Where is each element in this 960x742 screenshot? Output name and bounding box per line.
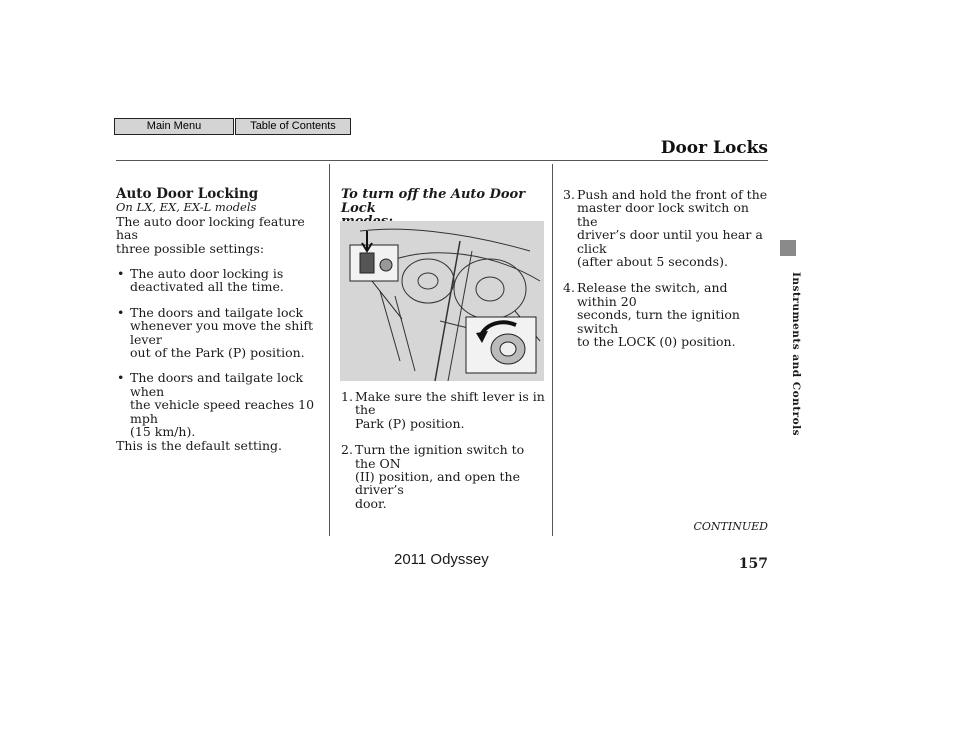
model-year-label: 2011 Odyssey — [394, 551, 489, 568]
page-title: Door Locks — [660, 138, 768, 158]
step-line: (II) position, and open the driver’s — [355, 469, 520, 498]
bullet-line: The auto door locking is — [130, 266, 284, 282]
section-tab-marker — [780, 240, 796, 256]
table-of-contents-button[interactable]: Table of Contents — [235, 118, 351, 135]
model-applicability: On LX, EX, EX-L models — [116, 200, 257, 215]
step-line: Turn the ignition switch to the ON — [355, 442, 525, 471]
bullet-line: The doors and tailgate lock when — [130, 370, 304, 399]
procedure-step — [341, 390, 547, 430]
setting-bullet — [116, 267, 326, 294]
step-number: 2. — [341, 442, 353, 458]
intro-line: The auto door locking feature has — [116, 213, 305, 243]
step-line: seconds, turn the ignition switch — [577, 307, 740, 336]
left-column — [116, 188, 326, 452]
setting-bullet — [116, 371, 326, 438]
continued-note: CONTINUED — [693, 520, 768, 533]
procedure-step — [563, 281, 768, 348]
setting-bullet — [116, 306, 326, 360]
bullet-line: (15 km/h). — [130, 424, 196, 440]
header-divider — [116, 160, 768, 161]
bullet-line: The doors and tailgate lock — [130, 304, 304, 320]
middle-steps — [341, 390, 547, 510]
step-number: 4. — [563, 280, 575, 296]
column-divider-right — [552, 164, 553, 536]
bullet-line: whenever you move the shift lever — [130, 318, 313, 347]
bullet-dot: • — [117, 304, 125, 320]
main-menu-button[interactable]: Main Menu — [114, 118, 234, 135]
step-line: Push and hold the front of the — [577, 187, 768, 202]
dashboard-illustration — [340, 221, 544, 381]
procedure-heading: To turn off the Auto Door Lock — [341, 187, 526, 216]
step-line: (after about 5 seconds). — [577, 254, 728, 270]
bullet-line: out of the Park (P) position. — [130, 345, 305, 361]
step-line: to the LOCK (0) position. — [577, 334, 736, 350]
step-number: 3. — [563, 187, 575, 202]
bullet-dot: • — [117, 370, 125, 386]
step-line: Park (P) position. — [355, 415, 465, 431]
door-lock-illustration — [340, 221, 544, 381]
default-setting-note: This is the default setting. — [116, 437, 283, 453]
step-number: 1. — [341, 389, 353, 404]
bullet-dot: • — [117, 266, 125, 282]
right-column — [563, 188, 768, 348]
step-line: Release the switch, and within 20 — [577, 280, 728, 309]
section-tab-label: Instruments and Controls — [790, 272, 802, 437]
procedure-step — [341, 443, 547, 510]
step-line: Make sure the shift lever is in the — [355, 389, 545, 418]
intro-line: three possible settings: — [116, 240, 265, 256]
column-divider-left — [329, 164, 330, 536]
procedure-step — [563, 188, 768, 268]
section-title: Auto Door Locking — [116, 186, 259, 202]
step-line: driver’s door until you hear a click — [577, 227, 763, 256]
bullet-line: the vehicle speed reaches 10 mph — [130, 397, 315, 426]
page-number: 157 — [738, 556, 768, 572]
step-line: door. — [355, 495, 387, 511]
bullet-line: deactivated all the time. — [130, 279, 284, 295]
step-line: master door lock switch on the — [577, 200, 749, 229]
